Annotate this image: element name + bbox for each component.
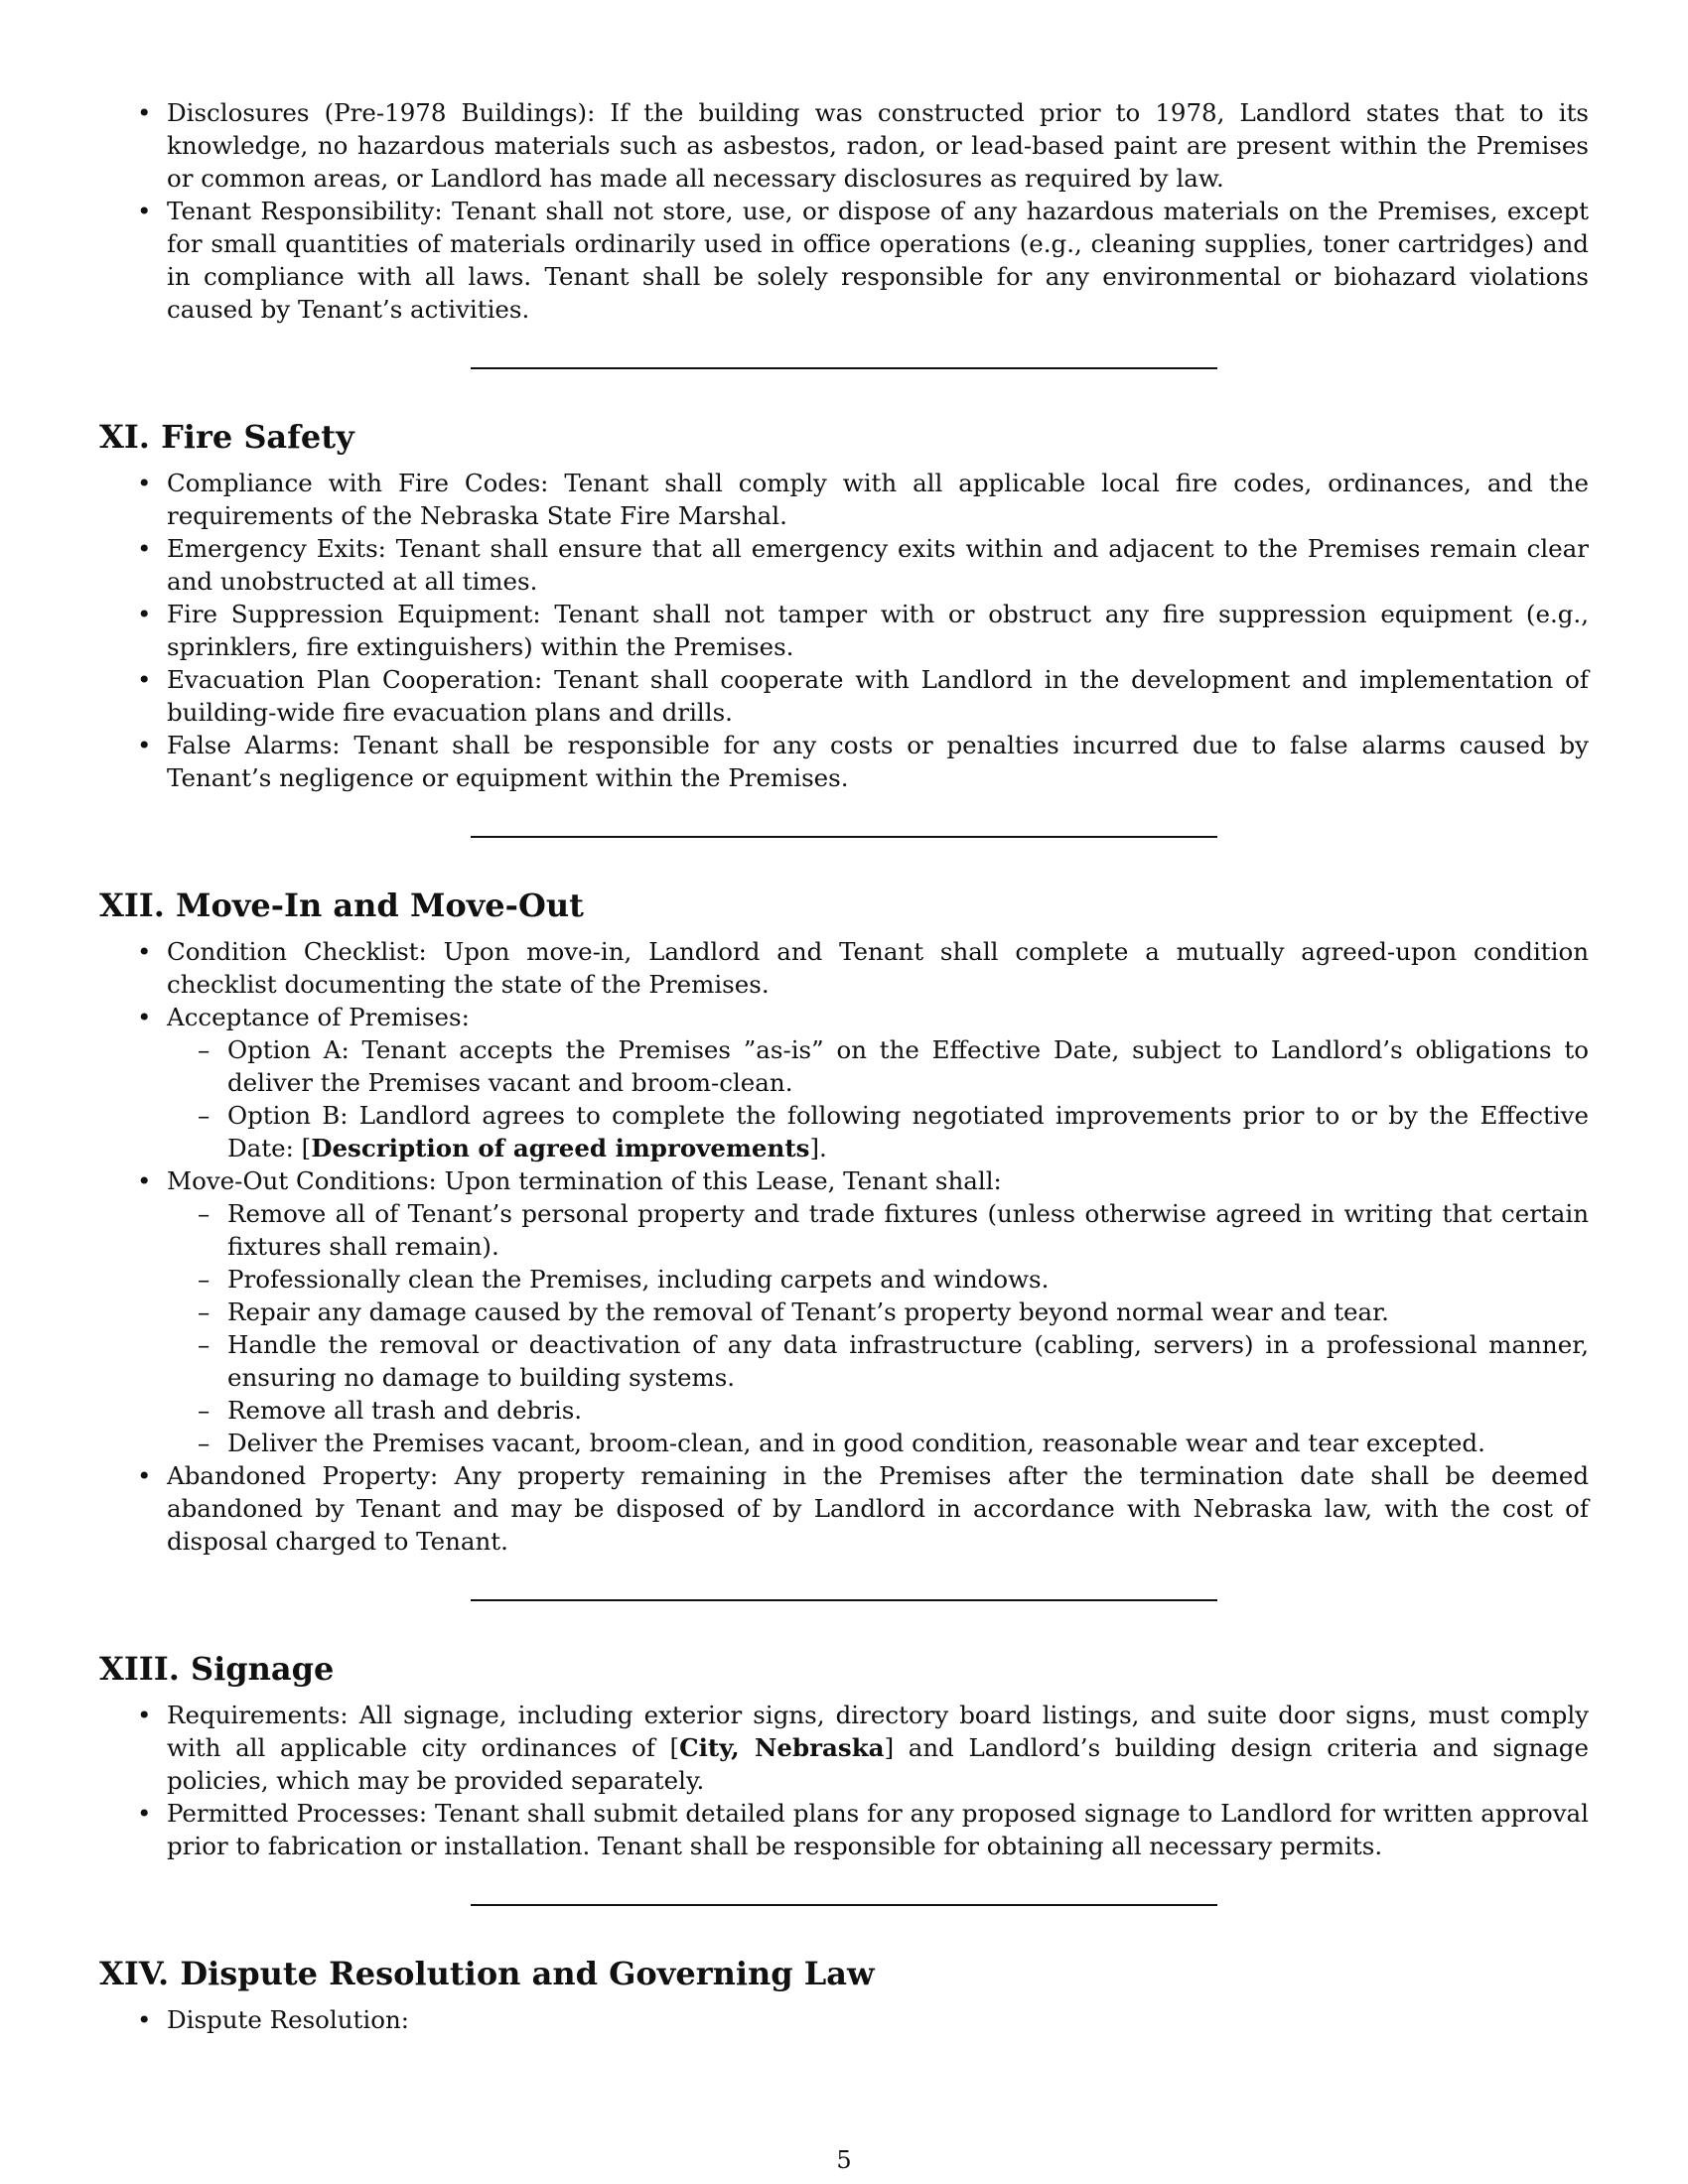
intro-list bbox=[99, 96, 1589, 326]
option-b-text: Option B: Landlord agrees to complete the following negotiated improvements prior to or by the Effective Date: bbox=[227, 1101, 1589, 1162]
section-divider bbox=[471, 836, 1217, 838]
list-item bbox=[167, 1001, 1589, 1164]
sub-list-item: – Handle the removal or deactivation of any data infrastructure (cabling, servers) in a professional manner, ensuring no damage to building systems. bbox=[227, 1328, 1589, 1394]
list-item: • Fire Suppression Equipment: Tenant shall not tamper with or obstruct any fire suppression equipment (e.g., sprinklers, fire extinguishers) within the Premises. bbox=[167, 598, 1589, 663]
sub-list-item: – Professionally clean the Premises, including carpets and windows. bbox=[227, 1263, 1589, 1296]
option-a: – Option A: Tenant accepts the Premises ”as-is” on the Effective Date, subject to Landlord’s obligations to deliver the Premises vacant and broom-clean. bbox=[227, 1033, 1589, 1099]
acceptance-label: Acceptance of Premises: bbox=[167, 1003, 470, 1031]
list-item: • Permitted Processes: Tenant shall submit detailed plans for any proposed signage to Landlord for written approval prior to fabrication or installation. Tenant shall be responsible for obtaining all necessary permits. bbox=[167, 1797, 1589, 1862]
list-item: • Dispute Resolution: bbox=[167, 2003, 1589, 2036]
sub-list-item: – Repair any damage caused by the removal of Tenant’s property beyond normal wear and tear. bbox=[227, 1296, 1589, 1328]
list-item: • Requirements: All signage, including exterior signs, directory board listings, and suite door signs, must comply with all applicable city ordinances of [City, Nebraska] and Landlord’s building design criteria and signage policies, which may be provided separately. bbox=[167, 1699, 1589, 1797]
move-out-sublist bbox=[167, 1197, 1589, 1459]
section-heading-move-in-out: XII. Move-In and Move-Out bbox=[99, 887, 584, 924]
move-in-out-list bbox=[99, 935, 1589, 1558]
list-item: • False Alarms: Tenant shall be responsible for any costs or penalties incurred due to false alarms caused by Tenant’s negligence or equipment within the Premises. bbox=[167, 729, 1589, 794]
list-item: • Emergency Exits: Tenant shall ensure that all emergency exits within and adjacent to the Premises remain clear and unobstructed at all times. bbox=[167, 532, 1589, 598]
fire-safety-list bbox=[99, 467, 1589, 794]
sub-list-item: – Remove all of Tenant’s personal property and trade fixtures (unless otherwise agreed in writing that certain fixtures shall remain). bbox=[227, 1197, 1589, 1263]
section-heading-dispute-resolution: XIV. Dispute Resolution and Governing Law bbox=[99, 1955, 875, 1992]
list-item: • Disclosures (Pre-1978 Buildings): If the building was constructed prior to 1978, Landlord states that to its knowledge, no hazardous materials such as asbestos, radon, or lead-based paint are present within the Premises or common areas, or Landlord has made all necessary disclosures as required by law. bbox=[167, 96, 1589, 195]
section-divider bbox=[471, 1599, 1217, 1601]
acceptance-options bbox=[167, 1033, 1589, 1164]
sub-list-item: – Remove all trash and debris. bbox=[227, 1394, 1589, 1427]
sub-list-item: – Deliver the Premises vacant, broom-clean, and in good condition, reasonable wear and tear excepted. bbox=[227, 1427, 1589, 1459]
list-item: • Compliance with Fire Codes: Tenant shall comply with all applicable local fire codes, ordinances, and the requirements of the Nebraska State Fire Marshal. bbox=[167, 467, 1589, 532]
section-divider bbox=[471, 1904, 1217, 1906]
requirements-text-continued: and Landlord’s building design criteria and signage policies, which may be provided separately. bbox=[167, 1733, 1589, 1795]
city-placeholder: City, Nebraska bbox=[679, 1733, 885, 1762]
page-number: 5 bbox=[836, 2146, 852, 2174]
section-heading-fire-safety: XI. Fire Safety bbox=[99, 418, 354, 456]
requirements-text: Requirements: All signage, including exterior signs, directory board listings, and suite door signs, must comply with all applicable city ordinances of bbox=[167, 1701, 1589, 1762]
list-item: • Condition Checklist: Upon move-in, Landlord and Tenant shall complete a mutually agreed-upon condition checklist documenting the state of the Premises. bbox=[167, 935, 1589, 1001]
move-out-label: Move-Out Conditions: Upon termination of this Lease, Tenant shall: bbox=[167, 1166, 1002, 1195]
section-divider bbox=[471, 367, 1217, 369]
list-item bbox=[167, 1164, 1589, 1459]
option-b: – Option B: Landlord agrees to complete the following negotiated improvements prior to or by the Effective Date: [Description of agreed improvements]. bbox=[227, 1099, 1589, 1164]
signage-list bbox=[99, 1699, 1589, 1862]
list-item: • Tenant Responsibility: Tenant shall not store, use, or dispose of any hazardous materials on the Premises, except for small quantities of materials ordinarily used in office operations (e.g., cleaning supplies, toner cartridges) and in compliance with all laws. Tenant shall be solely responsible for any environmental or biohazard violations caused by Tenant’s activities. bbox=[167, 195, 1589, 326]
dispute-list bbox=[99, 2003, 1589, 2036]
list-item: • Evacuation Plan Cooperation: Tenant shall cooperate with Landlord in the development and implementation of building-wide fire evacuation plans and drills. bbox=[167, 663, 1589, 729]
list-item: • Abandoned Property: Any property remaining in the Premises after the termination date shall be deemed abandoned by Tenant and may be disposed of by Landlord in accordance with Nebraska law, with the cost of disposal charged to Tenant. bbox=[167, 1459, 1589, 1558]
improvements-placeholder: Description of agreed improvements bbox=[311, 1134, 810, 1162]
section-heading-signage: XIII. Signage bbox=[99, 1650, 335, 1688]
document-page bbox=[99, 96, 1589, 2036]
